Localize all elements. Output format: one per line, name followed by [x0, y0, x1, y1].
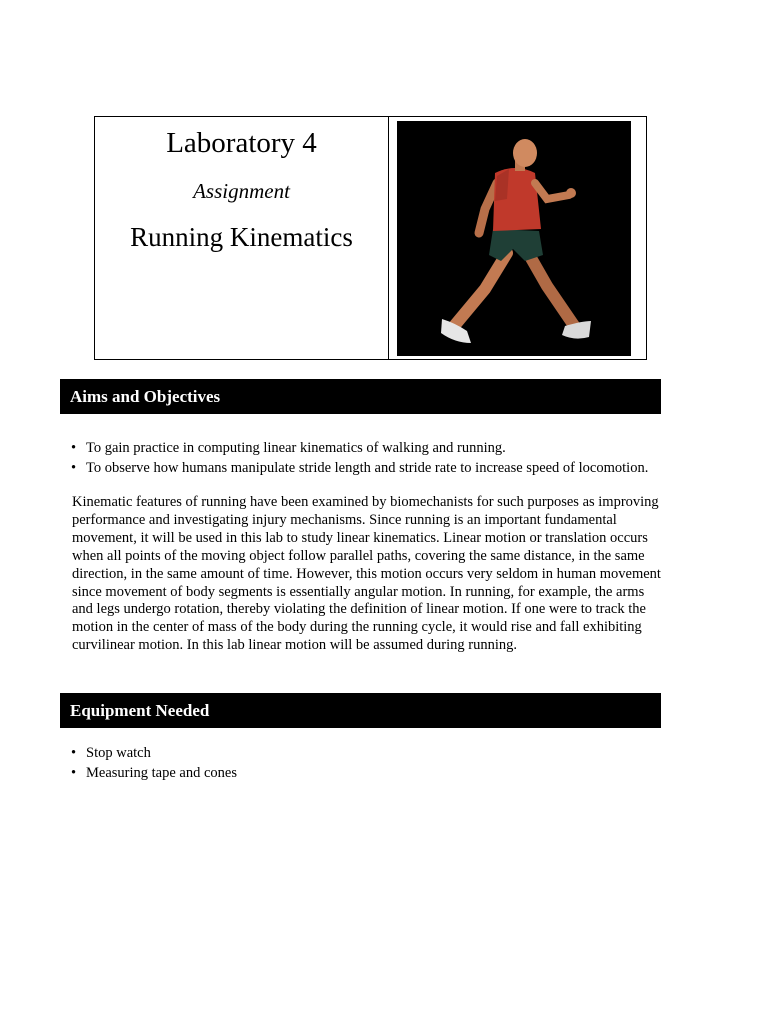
paragraph-line: motion in the center of mass of the body during the running cycle, it would rise and fall exhibiting [72, 619, 642, 636]
lab-subtitle: Assignment [193, 179, 290, 203]
aims-bullet-list [60, 439, 648, 478]
title-cell [95, 117, 389, 359]
paragraph-line: since movement of body segments is essentially angular motion. In running, for example, the arms [72, 583, 645, 600]
paragraph-line: Kinematic features of running have been examined by biomechanists for such purposes as improving [72, 494, 659, 510]
equipment-section-header: Equipment Needed [60, 693, 661, 728]
paragraph-line: and legs undergo rotation, thereby violating the definition of linear motion. If one were to track the [72, 601, 646, 618]
paragraph-line: direction, in the same amount of time. However, this motion occurs very seldom in human movement [72, 565, 661, 582]
title-box [94, 116, 647, 360]
list-item: • Stop watch [60, 744, 237, 764]
paragraph-line: performance and investigating injury mechanisms. Since running is an important fundamental [72, 511, 617, 528]
lab-topic: Running Kinematics [130, 222, 353, 252]
paragraph-line: movement, it will be used in this lab to study linear kinematics. Linear motion or translation occurs [72, 529, 648, 546]
aims-section-header: Aims and Objectives [60, 379, 661, 414]
list-item: • To observe how humans manipulate stride length and stride rate to increase speed of locomotion. [60, 459, 648, 479]
image-cell [389, 117, 646, 359]
list-item: • To gain practice in computing linear kinematics of walking and running. [60, 439, 648, 459]
equipment-bullet-list [60, 744, 237, 783]
list-item: • Measuring tape and cones [60, 764, 237, 784]
paragraph-line: curvilinear motion. In this lab linear motion will be assumed during running. [72, 637, 517, 654]
body-paragraph [72, 494, 694, 655]
paragraph-line: when all points of the moving object follow parallel paths, covering the same distance, in the same [72, 547, 645, 564]
runner-figure-icon [397, 121, 631, 356]
lab-title: Laboratory 4 [166, 127, 317, 159]
